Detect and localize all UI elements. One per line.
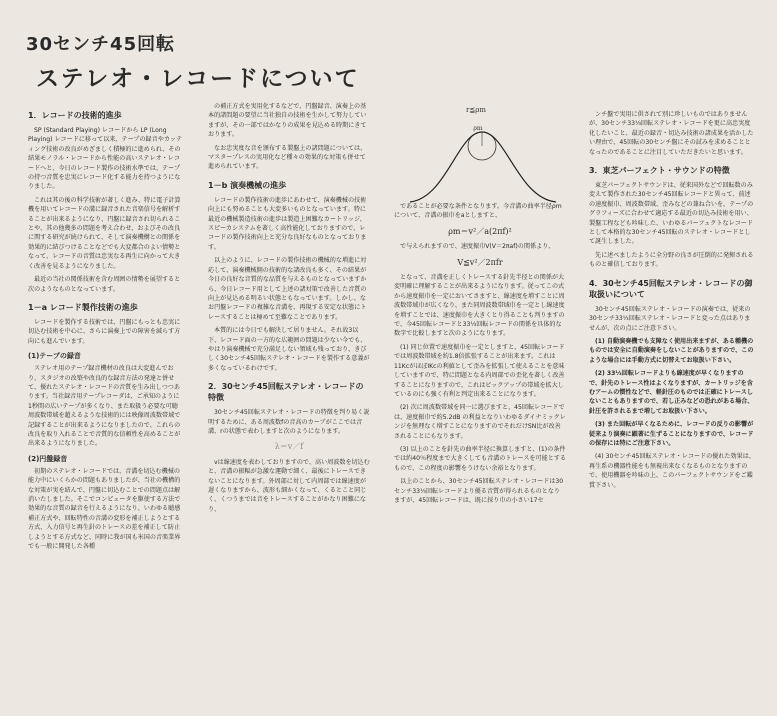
note-item-1: (1) 自動演奏機でも支障なく使用出来ますが、ある種機のものでは安全に自動演奏をしないことがありますので、このような場合には手動方式に切替えてお取扱い下さい。 (589, 337, 754, 364)
paragraph: 最近の当社の関係技術を含む周囲の情勢を展望すると次のようなものとなっています。 (28, 276, 181, 293)
text-column-4 (589, 110, 755, 716)
text-column-2 (208, 102, 370, 708)
section-heading-3: 3．東芝パーフェクト・サウンドの特徴 (589, 166, 730, 176)
paragraph: なお忠実度な音を頒布する製盤上の諸問題については、マスタープレスの実用化など種々の効果的な対策も併せて進められています。 (208, 144, 367, 171)
section-heading-1: 1．レコードの技術的進歩 (28, 111, 122, 120)
paragraph: vは線速度を表わしておりますので、高い周波数を切込むと、音溝の振幅が急激な運動で細く、最後にトレースできないことになります。外周部に対して内周部では線速度が遅くなりますから、波形も細かくなって、くるとこと同じく、くつうまでは音をトレースすることがかなり困難になり、 (208, 458, 370, 513)
paragraph: 本質的には今日でも解決して居りません。それ故3以下、レコード面の一方的な広範囲の問題は少ない今でも、やはり演奏機械で充分満足しない領域も残っており、きびしく30センチ45回転ステレオ・レコードを製作する意義が多くなっているわけです。 (208, 327, 370, 372)
paragraph: 30センチ45回転ステレオ・レコードの演奏では、従来の30センチ33⅓回転ステレオ・レコードと変った点はありませんが、次の点にご注意下さい。 (589, 305, 751, 332)
figure-rho-label: ρm (473, 125, 483, 132)
note-item-2: (2) 33⅓回転レコードよりも線速度が早くなりますので、針先のトレース性はよくなりますが、カートリッジを含むアームの慣性などで、軽針圧のものでは正確にトレースしないこともありますので、若し正みなどの恐れがある場合、針圧を許されるまで増してお取扱い下さい。 (589, 370, 754, 415)
paragraph: ステレオ用のテープ録音機材の改良は大変進んでおり、スタジオの改築や改良的な録音方法の発達と併せて、優れたステレオ・レコードの音質を生み出しつつあります。当社録音用テープレコーダは、ご承知のように1秒間の広いテープが多くなり、また取扱う必要な可聴周波数帯域を超えるような技術的には映像周波数帯域で記録することが出来るようになりましたので、これらの改良を取り入れることで音質的な信頼性を高めることが出来るようになりました。 (28, 365, 181, 448)
subheading-disc-recording: (2)円盤録音 (28, 454, 68, 463)
section-heading-2: 2．30センチ45回転ステレオ・レコードの特徴 (208, 382, 364, 403)
paragraph: 初期のステレオ・レコードでは、音溝を切込む機械の能力中にいくらかの問題もありましたが、当社の機構的な対策が実を結んで、円盤に切込むことでの問題点は解消いたしました。そこでコンピュータを駆使する方法で効果的な音質の録音を行えるようになり、いわゆる聴感補正方式や、回転特性の音溝の変形を補正しようとする方式、入力信号と再生針のトレースの差を補正して防止しようとする方式など、同時に我が国も米国の音楽業界でも一般に開発した各種 (28, 467, 181, 551)
figure-label: r≦ρm (466, 106, 486, 114)
section-heading-4: 4．30センチ45回転ステレオ・レコードの御取扱いについて (589, 278, 753, 299)
paragraph: の補正方式を実用化するなどで、円盤録音、演奏上の基本的諸問題の要望に当社独自の技術を生かして努力していますが、その一部ではかなりの成果を見込める時期にきております。 (208, 103, 367, 139)
paragraph: 以上のように、レコードの製作技術の機械的な増進に対応して、演奏機械側の技術的な諸改良も多く、その結果が今日の良好な音質的な品質を与えるものとなっていますから、今日レコード用として上述の諸対策で改善した音質の向上が見込める明るい状態ともなっています。しかし、なお円盤レコードの複雑な音溝を、再現する安定な状態にトレースすることは極めて至難なことであります。 (208, 257, 367, 321)
paragraph: となって、音溝を正しくトレースする針先半径との関係が大変明確に理解することが出来るようになります。従ってこの式から速度振巾を一定においてさますと、線速度を増すことに周波数帯域巾が広くなり、また同周波数帯域巾を一定とし線速度を増すことでは、速度振巾を大きくとり得ることも判りますので、今45回転レコードと33⅓回転レコードの関係を具体的な数字で比較しますと次のようになります。 (394, 274, 565, 338)
equation-curvature: ρm＝v²／a(2πf)² (448, 226, 512, 236)
text-column-1 (28, 102, 183, 708)
paragraph: レコードを製作する技術では、円盤にもっとも忠実に切込む技術を中心に、さらに演奏上での障害を減らす方向にも進んでいます。 (28, 318, 181, 345)
paragraph: 以上のことから、30センチ45回転ステレオ・レコードは30センチ33⅓回転レコードより優る音質が得られるものとなりますが、45回転レコードは、既に採り巾の小さい17セ (394, 478, 564, 504)
paragraph: で与えられますので、速度振巾V(V＝2πaf)の関係より、 (400, 243, 555, 251)
note-item-3: (3) また回転が早くなるために、レコードの反りの影響が従来より演奏に顕著に生ずることになりますので、レコードの保存には特にご注意下さい。 (589, 421, 754, 447)
equation-velocity: V≦v²／2πfr (457, 257, 503, 267)
equation-wavelength: λ＝v／f (274, 442, 304, 452)
paragraph: 東芝パーフェクトサウンドは、従来国外などで回転数のみ変えて製作された30センチ45回転レコードと異って、前述の速度振巾、周波数帯域、歪みなどの兼ね合いを、テープのグラフィーズに合わせて適応する最近の切込み技術を用い、製盤工程なども吟味した、いわゆるパーフェクトなレコードとして本格的な30センチ45回転のステレオ・レコードとして誕生しました。 (589, 182, 754, 246)
paragraph: (1) 同じ位置で速度振巾を一定としますと、45回転レコードでは周波数帯域を約1.8倍拡張することが出来ます。これは11KcがほぼIKcの利値として歪みを拡張して使えることを意味していますので、特に問題となる内周部での歪化を著しく改善することになりますので、これはピックアップの帯域を拡大しているのにも強く有利と判定出来ることになります。 (394, 343, 565, 398)
paragraph: (2) 次に周波数帯域を同一に選びますと、45回転レコードでは、速度振巾で約5.2dB の利益となりいわゆるダイナミックレンジを無理なく増すことになりますのでそれだけSN比が改善されることにもなります。 (394, 404, 566, 440)
paragraph: 先に述べましたように全分野の良さが圧倒的に発揮されるものと確信しております。 (589, 251, 754, 269)
paragraph: 30センチ45回転ステレオ・レコードの特徴を判り易く説明するために、ある周波数fの音高のカーブがここでは音溝、rの状態で表わしますと次のようになります。 (208, 409, 370, 435)
figure-spacer (394, 102, 566, 202)
subheading-tape-recording: (1)テープの録音 (28, 352, 81, 361)
note-item-4: (4) 30センチ45回転ステレオ・レコードの優れた効果は、再生系の機器性能をも無視出来なくなるものとなりますので、使用機器を吟味の上、このパーフェクトサウンドをご鑑賞下さい。 (589, 453, 755, 489)
paragraph: であることが必要な条件となります。今音溝の曲率半径ρmについて、音溝の振巾をaとしますと、 (394, 203, 562, 220)
paragraph: (3) 以上のことを針先の曲率半径に換算しますと、(1)の条件では約40％程度まで大きくしても音溝のトレースを可能とするもので、この程度の影響をうけない余裕となります。 (394, 445, 566, 472)
paragraph: ンチ盤で実用に供されて別に珍しいものではありませんが、30センチ33⅓回転ステレオ・レコードを更に高忠実度化したいこと、最近の録音・切込み技術の諸成果を活かしたい理由で、45回転の30センチ盤にその試みを求めることとなったのであることに注目していただきたいと思います。 (589, 111, 754, 156)
paragraph: これは其の後の科学技術が著しく進み、特に電子計算機を用いてレコードの溝に録音された音楽信号を解析することが出来るようになり、円盤に録音され切られることや、其の他幾多の問題を考え合わせ、およびその改良に関する研究が続けられて、そして演奏機構との関係を効果的に結びつけることなどでも大変都合のよい情勢となって、レコードの音質は忠実なる再生に向かって大きく改善を見るようになりました。 (28, 196, 181, 270)
section-heading-1b: 1－b 演奏機械の進歩 (208, 180, 287, 190)
section-heading-1a: 1－a レコード製作技術の進歩 (28, 302, 138, 312)
page-title-primary: 30センチ45回転 (26, 34, 176, 55)
text-column-3 (394, 102, 566, 708)
page-title-main: ステレオ・レコードについて (36, 66, 360, 92)
paragraph: SP (Standard Playing) レコードから LP (Long Playing) レコードに移って以来、テープの録音やカッティング技術の改良がめざましく積極的に進められ、その結果モノラル・レコードから性能の高いステレオ・レコードへと、今日のレコード製作の技術水準では、テープの持つ音質を忠実にレコード化する能力を持つようになりました。 (28, 127, 183, 191)
paragraph: レコードの製作技術の進歩にあわせて、演奏機械の技術向上にも努めることも大変多いものとなっています。特に最近の機械製造技術の進歩は製造上困難なカートリッジ、スピーカシステムを著しく高性能化しておりますので、レコードの製作技術向上と充分な良好なものとなっております。 (208, 196, 367, 251)
